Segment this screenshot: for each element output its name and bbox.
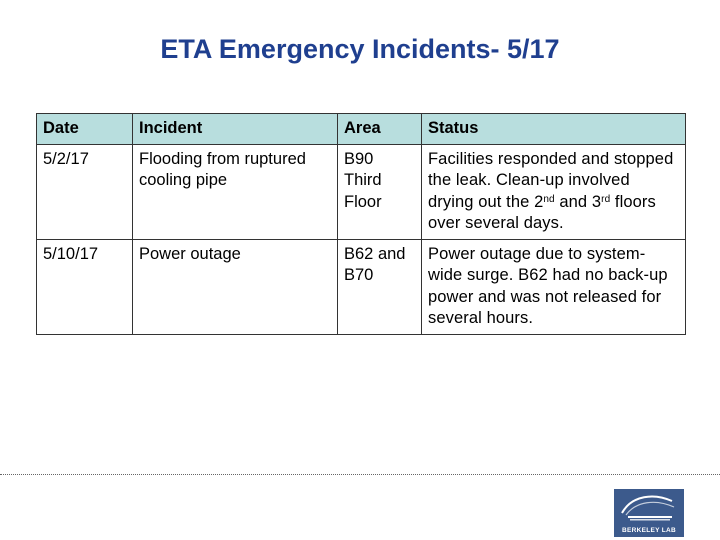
table-row [37, 239, 686, 334]
area-cell: B90 Third Floor [338, 144, 422, 239]
status-text: and 3 [554, 192, 602, 211]
status-cell: Power outage due to system-wide surge. B62 had no back-up power and was not released for several hours. [422, 239, 686, 334]
logo-text: BERKELEY LAB [621, 527, 677, 534]
column-header-area: Area [338, 114, 422, 145]
status-cell [422, 144, 686, 239]
area-cell: B62 and B70 [338, 239, 422, 334]
berkeley-lab-logo [614, 489, 684, 537]
date-cell: 5/10/17 [37, 239, 133, 334]
column-header-status: Status [422, 114, 686, 145]
ordinal-suffix: rd [601, 193, 611, 205]
table-header-row [37, 114, 686, 145]
lab-building-icon [614, 489, 684, 527]
status-text: Facilities responded and stopped the leak. Clean-up involved drying out the 2 [428, 149, 674, 211]
incident-cell: Power outage [133, 239, 338, 334]
table-row [37, 144, 686, 239]
column-header-incident: Incident [133, 114, 338, 145]
incident-cell: Flooding from ruptured cooling pipe [133, 144, 338, 239]
column-header-date: Date [37, 114, 133, 145]
page-title: ETA Emergency Incidents- 5/17 [160, 34, 560, 64]
date-cell: 5/2/17 [37, 144, 133, 239]
status-text: floors over several days. [428, 192, 656, 232]
footer-divider [0, 474, 720, 475]
ordinal-suffix: nd [543, 193, 555, 205]
incidents-table [36, 113, 686, 335]
